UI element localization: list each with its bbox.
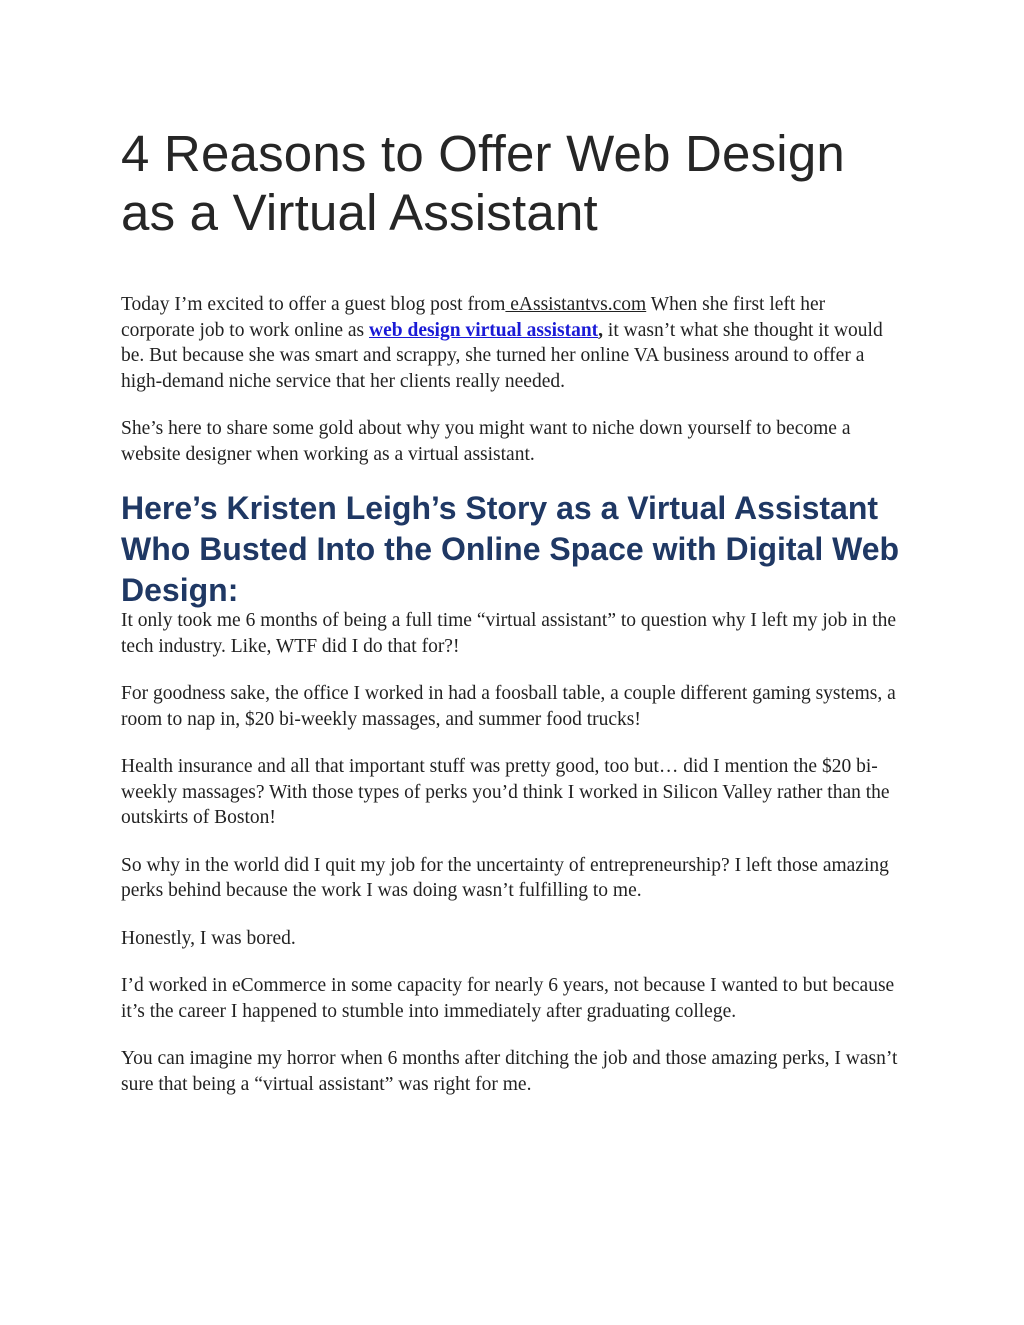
story-paragraph-3: Health insurance and all that important stuff was pretty good, too but… did I mention the $20 bi-weekly massages? With those types of perks you’d think I worked in Silicon Valley rather than the outskirts of Boston!	[121, 756, 890, 828]
share-paragraph: She’s here to share some gold about why you might want to niche down yourself to become a website designer when working as a virtual assistant.	[121, 418, 851, 465]
article-title: 4 Reasons to Offer Web Design as a Virtual Assistant	[121, 125, 845, 241]
document-page	[121, 124, 901, 1097]
intro-paragraph	[121, 292, 901, 394]
story-paragraph-6: I’d worked in eCommerce in some capacity for nearly 6 years, not because I wanted to but because it’s the career I happened to stumble into immediately after graduating college.	[121, 975, 895, 1022]
intro-comma: ,	[598, 319, 604, 341]
story-paragraph-1: It only took me 6 months of being a full time “virtual assistant” to question why I left my job in the tech industry. Like, WTF did I do that for?!	[121, 610, 897, 657]
intro-text-3: it wasn’t what she thought it would be. But because she was smart and scrappy, she turned her online VA business around to offer a high-demand niche service that her clients really needed.	[121, 319, 883, 392]
eassistantvs-link[interactable]: eAssistantvs.com	[505, 294, 647, 315]
intro-text-1: Today I’m excited to offer a guest blog post from	[121, 294, 506, 315]
story-paragraph-4: So why in the world did I quit my job for the uncertainty of entrepreneurship? I left those amazing perks behind because the work I was doing wasn’t fulfilling to me.	[121, 854, 889, 901]
web-design-va-link[interactable]: web design virtual assistant	[369, 319, 599, 341]
story-paragraph-2: For goodness sake, the office I worked in had a foosball table, a couple different gaming systems, a room to nap in, $20 bi-weekly massages, and summer food trucks!	[121, 683, 896, 730]
intro-text-2: When she first left her corporate job to work online as	[121, 294, 826, 341]
story-heading: Here’s Kristen Leigh’s Story as a Virtual Assistant Who Busted Into the Online Space with Digital Web Design:	[121, 490, 900, 608]
story-paragraph-7: You can imagine my horror when 6 months after ditching the job and those amazing perks, I wasn’t sure that being a “virtual assistant” was right for me.	[121, 1048, 898, 1095]
story-paragraph-5: Honestly, I was bored.	[121, 927, 296, 949]
